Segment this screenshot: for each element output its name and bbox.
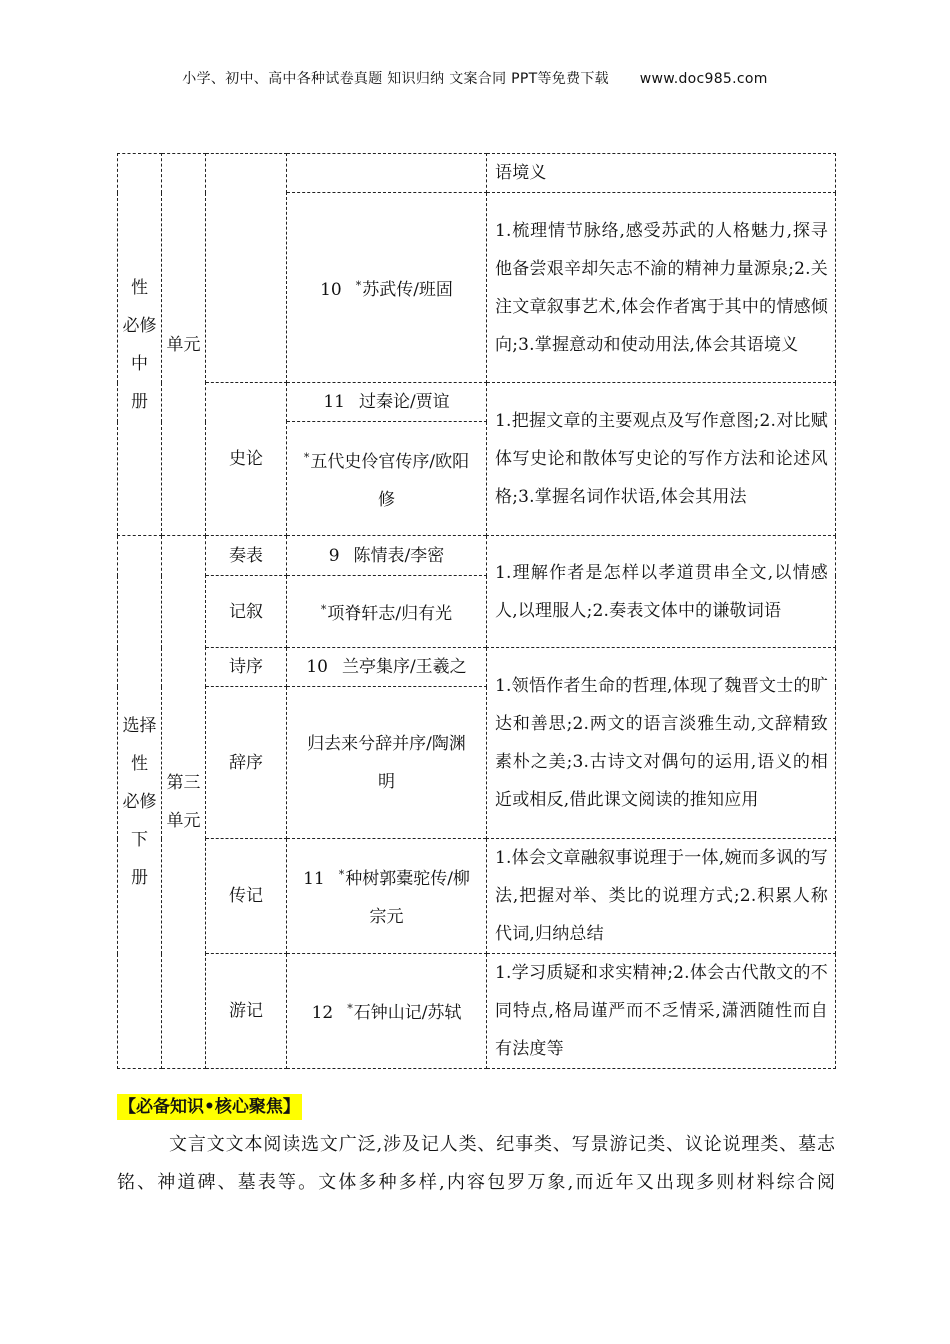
header-site: www.doc985.com — [639, 71, 768, 87]
lesson-cell: 归去来兮辞并序/陶渊明 — [287, 687, 487, 839]
genre-cell: 奏表 — [206, 536, 287, 576]
lesson-cell: 11 过秦论/贾谊 — [287, 383, 487, 422]
genre-cell: 记叙 — [206, 576, 287, 648]
curriculum-table — [117, 153, 836, 1069]
header-text: 小学、初中、高中各种试卷真题 知识归纳 文案合同 PPT等免费下载 — [182, 71, 609, 87]
section-title: 【必备知识•核心聚焦】 — [117, 1094, 302, 1120]
genre-cell: 辞序 — [206, 687, 287, 839]
table-row — [118, 954, 836, 1069]
table-row — [118, 839, 836, 954]
lesson-cell: *五代史伶官传序/欧阳修 — [287, 422, 487, 536]
table-row — [118, 154, 836, 193]
genre-cell: 传记 — [206, 839, 287, 954]
lesson-cell: 10 兰亭集序/王羲之 — [287, 648, 487, 687]
genre-cell: 史论 — [206, 383, 287, 536]
page-header — [0, 68, 950, 88]
book-cell: 选择 性 必修 下 册 — [118, 536, 162, 1069]
lesson-cell: 10 *苏武传/班固 — [287, 193, 487, 383]
body-paragraph: 文言文文本阅读选文广泛,涉及记人类、纪事类、写景游记类、议论说理类、墓志铭、神道碑、墓表等。文体多种多样,内容包罗万象,而近年又出现多则材料综合阅 — [117, 1134, 835, 1193]
genre-cell: 诗序 — [206, 648, 287, 687]
goal-cell: 1.体会文章融叙事说理于一体,婉而多讽的写法,把握对举、类比的说理方式;2.积累人称代词,归纳总结 — [487, 839, 836, 954]
genre-cell: 游记 — [206, 954, 287, 1069]
table-row — [118, 383, 836, 422]
goal-cell: 1.理解作者是怎样以孝道贯串全文,以情感人,以理服人;2.奏表文体中的谦敬词语 — [487, 536, 836, 648]
lesson-cell: 12 *石钟山记/苏轼 — [287, 954, 487, 1069]
genre-cell — [206, 154, 287, 383]
lesson-cell: 9 陈情表/李密 — [287, 536, 487, 576]
goal-cell: 1.领悟作者生命的哲理,体现了魏晋文士的旷达和善思;2.两文的语言淡雅生动,文辞精致素朴之美;3.古诗文对偶句的运用,语义的相近或相反,借此课文阅读的推知应用 — [487, 648, 836, 839]
lesson-cell: *项脊轩志/归有光 — [287, 576, 487, 648]
unit-cell: 第三 单元 — [162, 536, 206, 1069]
goal-cell: 1.梳理情节脉络,感受苏武的人格魅力,探寻他备尝艰辛却矢志不渝的精神力量源泉;2.关注文章叙事艺术,体会作者寓于其中的情感倾向;3.掌握意动和使动用法,体会其语境义 — [487, 193, 836, 383]
unit-cell: 单元 — [162, 154, 206, 536]
book-cell: 性 必修 中 册 — [118, 154, 162, 536]
goal-cell: 1.学习质疑和求实精神;2.体会古代散文的不同特点,格局谨严而不乏情采,潇洒随性而自有法度等 — [487, 954, 836, 1069]
goal-cell: 1.把握文章的主要观点及写作意图;2.对比赋体写史论和散体写史论的写作方法和论述风格;3.掌握名词作状语,体会其用法 — [487, 383, 836, 536]
lesson-cell — [287, 154, 487, 193]
table-row — [118, 648, 836, 687]
lesson-cell: 11 *种树郭橐驼传/柳宗元 — [287, 839, 487, 954]
goal-cell: 语境义 — [487, 154, 836, 193]
table-row — [118, 536, 836, 576]
